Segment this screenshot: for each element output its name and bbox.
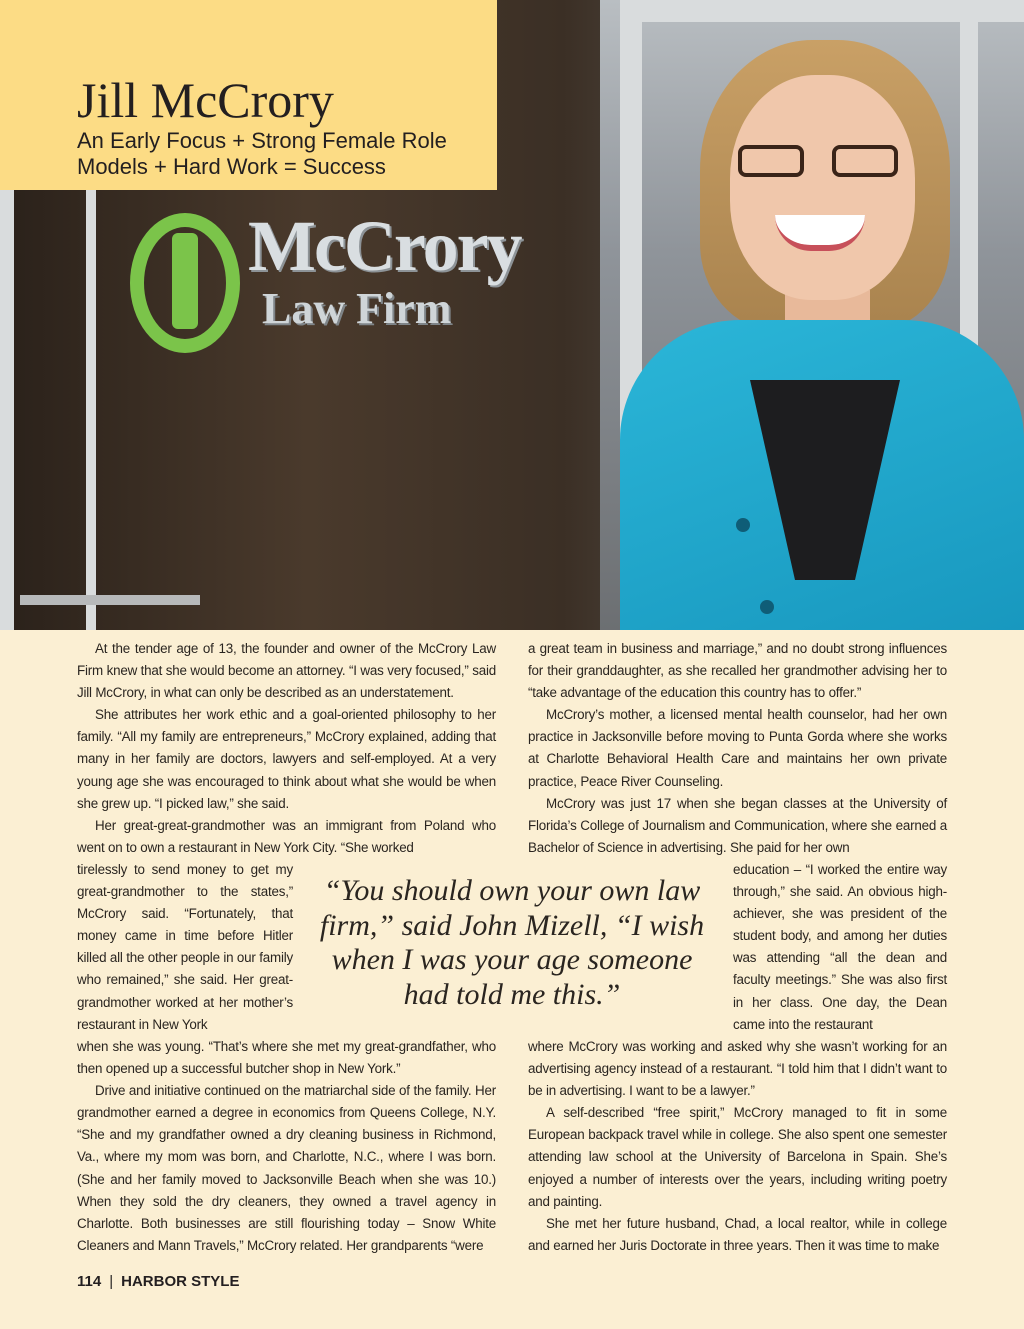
paragraph: A self-described “free spirit,” McCrory managed to fit in some European backpack travel while in college. She also spent one semester attending law school at the University of Barcelona in Spain. She’s enjoyed a number of interests over the years, including writing poetry and painting. [528, 1105, 947, 1209]
article-column-right-bottom [528, 1036, 947, 1257]
sign-title: McCrory [248, 206, 521, 286]
paragraph: education – “I worked the entire way through,” she said. An obvious high-achiever, she was president of the student body, and among her duties was attending “all the dean and faculty meetings.” She was also first in her class. One day, the Dean came into the restaurant [733, 862, 947, 1032]
article-subtitle: An Early Focus + Strong Female Role Models + Hard Work = Success [77, 128, 447, 179]
window-frame-inner [86, 190, 96, 630]
paragraph: a great team in business and marriage,” and no doubt strong influences for their granddaughter, as she recalled her grandmother advising her to “take advantage of the education this country has to offer.” [528, 641, 947, 701]
page-number: 114 [77, 1273, 102, 1290]
law-firm-sign [130, 205, 521, 405]
page-footer [77, 1273, 239, 1290]
article-column-left-wrap [77, 859, 293, 1036]
paragraph: Her great-great-grandmother was an immigrant from Poland who went on to own a restaurant in New York City. “She worked [77, 817, 496, 855]
publication-name: HARBOR STYLE [121, 1273, 240, 1290]
article-column-right-wrap [733, 859, 947, 1036]
article-column-left-top [77, 638, 496, 859]
sign-subtitle: Law Firm [262, 284, 452, 333]
article-title: Jill McCrory [77, 72, 334, 128]
paragraph: where McCrory was working and asked why she wasn’t working for an advertising agency instead of a restaurant. “I told him that I didn’t want to be in advertising. I want to be a lawyer.” [528, 1039, 947, 1099]
paragraph: McCrory was just 17 when she began classes at the University of Florida’s College of Journalism and Communication, where she earned a Bachelor of Science in advertising. She paid for her own [528, 795, 947, 855]
paragraph: McCrory’s mother, a licensed mental health counselor, had her own practice in Jacksonville before moving to Punta Gorda where she works at Charlotte Behavioral Health Care and maintains her own private practice, Peace River Counseling. [528, 707, 947, 789]
title-box [0, 0, 497, 190]
footer-separator: | [109, 1273, 114, 1290]
paragraph: She attributes her work ethic and a goal-oriented philosophy to her family. “All my family are entrepreneurs,” McCrory explained, adding that many in her family are doctors, lawyers and self-employed. At a very young age she was encouraged to think about what she would be when she grew up. “I picked law,” she said. [77, 707, 496, 811]
window-frame-left [0, 190, 14, 630]
paragraph: She met her future husband, Chad, a local realtor, while in college and earned her Juris Doctorate in three years. Then it was time to make [528, 1215, 947, 1253]
paragraph: tirelessly to send money to get my great-grandmother to the states,” McCrory said. “Fortunately, that money came in time before Hitler killed all the other people in our family who remained,” she said. Her great-grandmother worked at her mother’s restaurant in New York [77, 862, 293, 1032]
article-column-left-bottom [77, 1036, 496, 1257]
paragraph: when she was young. “That’s where she met my great-grandfather, who then opened up a successful butcher shop in New York.” [77, 1039, 496, 1077]
portrait-subject [620, 20, 1024, 630]
glasses [738, 145, 908, 181]
paragraph: At the tender age of 13, the founder and owner of the McCrory Law Firm knew that she would become an attorney. “I was very focused,” said Jill McCrory, in what can only be described as an understatement. [77, 641, 496, 701]
paragraph: Drive and initiative continued on the matriarchal side of the family. Her grandmother earned a degree in economics from Queens College, N.Y. “She and my grandfather owned a dry cleaning business in Richmond, Va., where my mom was born, and Charlotte, N.C., where I was born. (She and her family moved to Jacksonville Beach when she was 10.) When they sold the dry cleaners, they owned a travel agency in Charlotte. Both businesses are still flourishing today – Snow White Cleaners and Mann Travels,” McCrory related. Her grandparents “were [77, 1083, 496, 1253]
door-handle [20, 595, 200, 605]
pull-quote: “You should own your own law firm,” said John Mizell, “I wish when I was your age someone had told me this.” [319, 874, 705, 1011]
article-column-right-top [528, 638, 947, 859]
